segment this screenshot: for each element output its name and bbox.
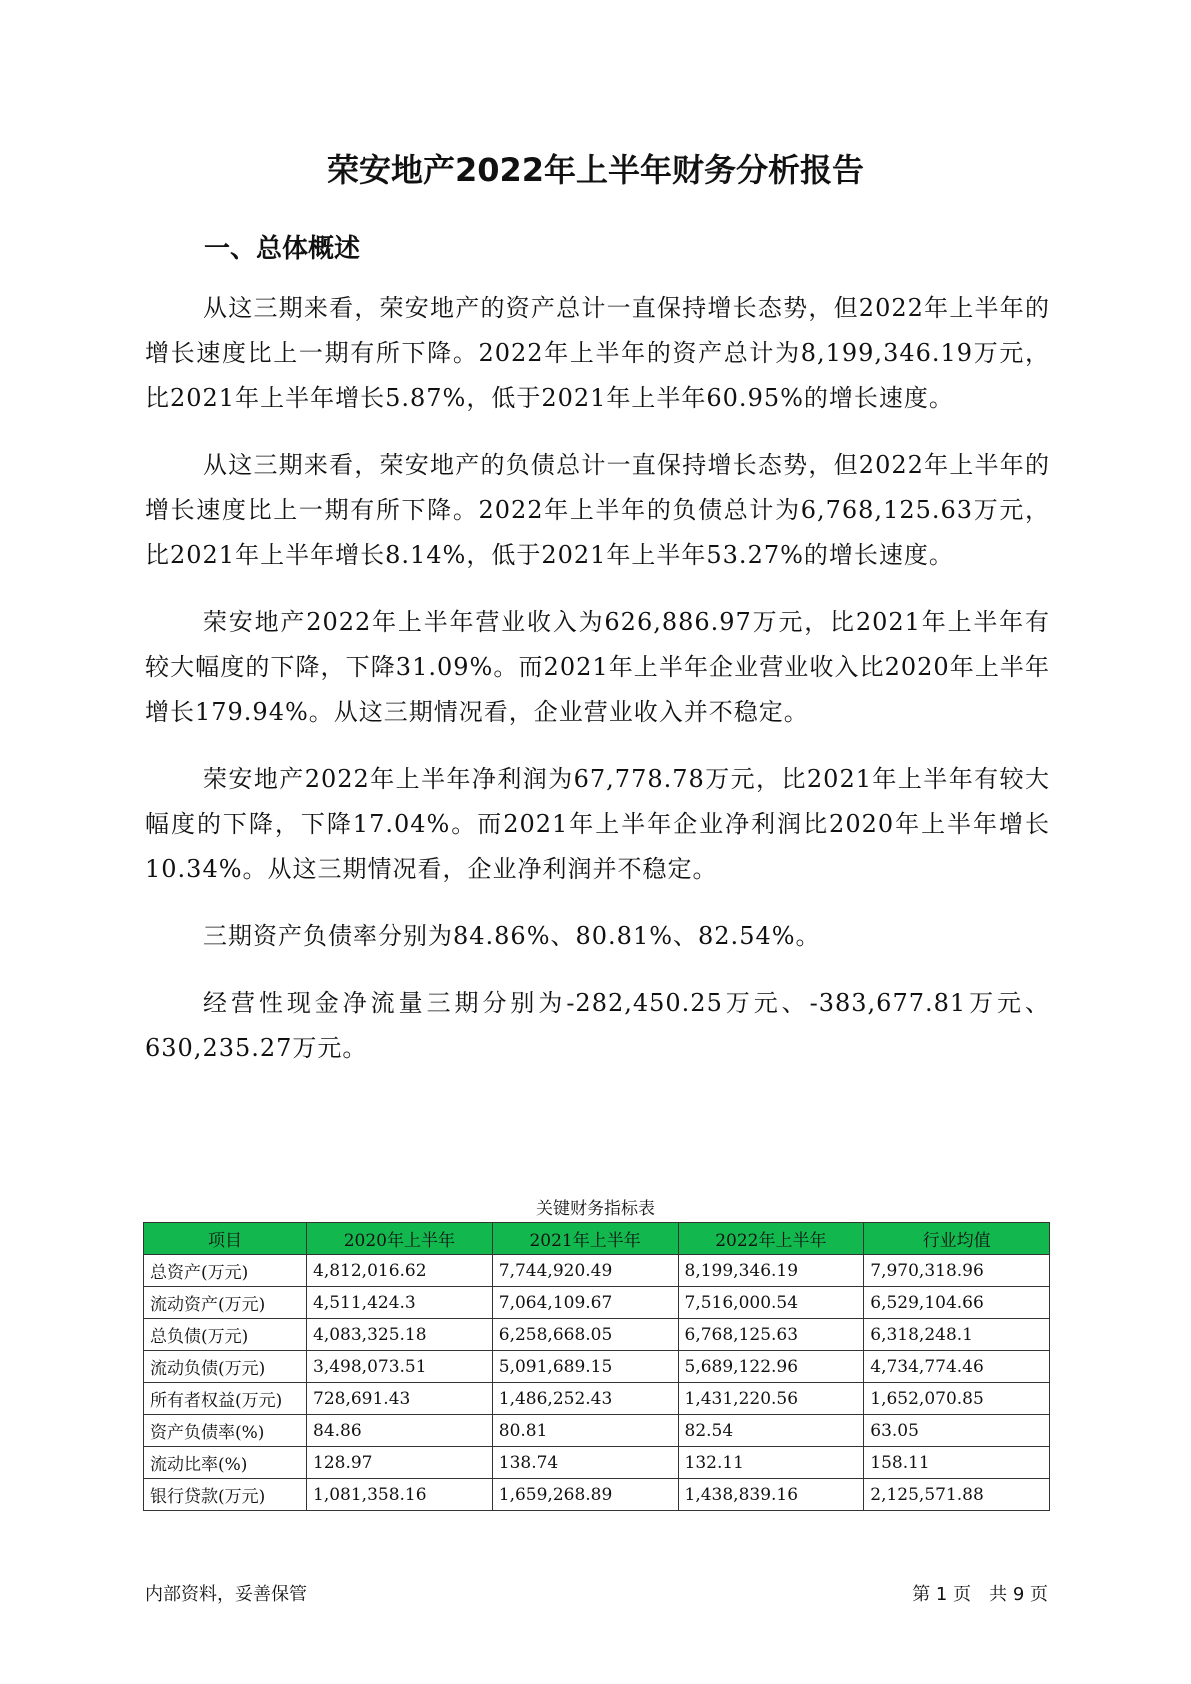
table-cell: 6,529,104.66 bbox=[864, 1287, 1050, 1319]
table-cell: 7,064,109.67 bbox=[492, 1287, 678, 1319]
header-cell: 2021年上半年 bbox=[492, 1223, 678, 1255]
table-header-row bbox=[144, 1223, 1050, 1255]
table-cell: 流动比率(%) bbox=[144, 1447, 307, 1479]
table-cell: 1,081,358.16 bbox=[307, 1479, 493, 1511]
table-row bbox=[144, 1351, 1050, 1383]
table-row bbox=[144, 1319, 1050, 1351]
table-cell: 资产负债率(%) bbox=[144, 1415, 307, 1447]
table-cell: 1,652,070.85 bbox=[864, 1383, 1050, 1415]
table-cell: 流动资产(万元) bbox=[144, 1287, 307, 1319]
table-cell: 5,689,122.96 bbox=[678, 1351, 864, 1383]
table-cell: 1,486,252.43 bbox=[492, 1383, 678, 1415]
table-row bbox=[144, 1287, 1050, 1319]
paragraph: 从这三期来看，荣安地产的资产总计一直保持增长态势，但2022年上半年的增长速度比上一期有所下降。2022年上半年的资产总计为8,199,346.19万元，比2021年上半年增长5.87%，低于2021年上半年60.95%的增长速度。 bbox=[145, 294, 1050, 412]
table-cell: 1,659,268.89 bbox=[492, 1479, 678, 1511]
table-caption: 关键财务指标表 bbox=[536, 1199, 655, 1219]
table-cell: 128.97 bbox=[307, 1447, 493, 1479]
table-row bbox=[144, 1479, 1050, 1511]
table-cell: 138.74 bbox=[492, 1447, 678, 1479]
table-cell: 1,431,220.56 bbox=[678, 1383, 864, 1415]
section-heading: 一、总体概述 bbox=[204, 234, 361, 264]
page-title: 荣安地产2022年上半年财务分析报告 bbox=[326, 151, 865, 189]
table-cell: 流动负债(万元) bbox=[144, 1351, 307, 1383]
header-cell: 2022年上半年 bbox=[678, 1223, 864, 1255]
table-cell: 82.54 bbox=[678, 1415, 864, 1447]
paragraph: 荣安地产2022年上半年净利润为67,778.78万元，比2021年上半年有较大幅度的下降，下降17.04%。而2021年上半年企业净利润比2020年上半年增长10.34%。从这三期情况看，企业净利润并不稳定。 bbox=[145, 765, 1050, 883]
paragraph: 荣安地产2022年上半年营业收入为626,886.97万元，比2021年上半年有较大幅度的下降，下降31.09%。而2021年上半年企业营业收入比2020年上半年增长179.94%。从这三期情况看，企业营业收入并不稳定。 bbox=[145, 608, 1050, 726]
financial-table bbox=[143, 1222, 1050, 1511]
header-cell: 2020年上半年 bbox=[307, 1223, 493, 1255]
table-cell: 4,734,774.46 bbox=[864, 1351, 1050, 1383]
table-row bbox=[144, 1415, 1050, 1447]
table-cell: 4,812,016.62 bbox=[307, 1255, 493, 1287]
table-cell: 4,511,424.3 bbox=[307, 1287, 493, 1319]
table-cell: 7,744,920.49 bbox=[492, 1255, 678, 1287]
table-cell: 6,768,125.63 bbox=[678, 1319, 864, 1351]
table-cell: 4,083,325.18 bbox=[307, 1319, 493, 1351]
body-text bbox=[145, 286, 1050, 1093]
table-cell: 所有者权益(万元) bbox=[144, 1383, 307, 1415]
paragraph: 经营性现金净流量三期分别为-282,450.25万元、-383,677.81万元、630,235.27万元。 bbox=[145, 989, 1050, 1062]
header-cell: 行业均值 bbox=[864, 1223, 1050, 1255]
table-cell: 728,691.43 bbox=[307, 1383, 493, 1415]
table-row bbox=[144, 1447, 1050, 1479]
table-cell: 2,125,571.88 bbox=[864, 1479, 1050, 1511]
table-row bbox=[144, 1255, 1050, 1287]
paragraph: 从这三期来看，荣安地产的负债总计一直保持增长态势，但2022年上半年的增长速度比上一期有所下降。2022年上半年的负债总计为6,768,125.63万元，比2021年上半年增长8.14%，低于2021年上半年53.27%的增长速度。 bbox=[145, 451, 1050, 569]
table-cell: 84.86 bbox=[307, 1415, 493, 1447]
table-row bbox=[144, 1383, 1050, 1415]
header-cell: 项目 bbox=[144, 1223, 307, 1255]
table-cell: 8,199,346.19 bbox=[678, 1255, 864, 1287]
table-cell: 总资产(万元) bbox=[144, 1255, 307, 1287]
table-cell: 132.11 bbox=[678, 1447, 864, 1479]
table-cell: 6,318,248.1 bbox=[864, 1319, 1050, 1351]
table-cell: 1,438,839.16 bbox=[678, 1479, 864, 1511]
table-cell: 银行贷款(万元) bbox=[144, 1479, 307, 1511]
table-cell: 5,091,689.15 bbox=[492, 1351, 678, 1383]
footer-note: 内部资料，妥善保管 bbox=[145, 1584, 307, 1605]
table-cell: 7,970,318.96 bbox=[864, 1255, 1050, 1287]
table-cell: 63.05 bbox=[864, 1415, 1050, 1447]
table-cell: 3,498,073.51 bbox=[307, 1351, 493, 1383]
table-cell: 7,516,000.54 bbox=[678, 1287, 864, 1319]
table-cell: 158.11 bbox=[864, 1447, 1050, 1479]
paragraph: 三期资产负债率分别为84.86%、80.81%、82.54%。 bbox=[203, 922, 821, 950]
table-cell: 6,258,668.05 bbox=[492, 1319, 678, 1351]
page-number: 第 1 页 共 9 页 bbox=[912, 1584, 1048, 1605]
table-cell: 总负债(万元) bbox=[144, 1319, 307, 1351]
table-cell: 80.81 bbox=[492, 1415, 678, 1447]
